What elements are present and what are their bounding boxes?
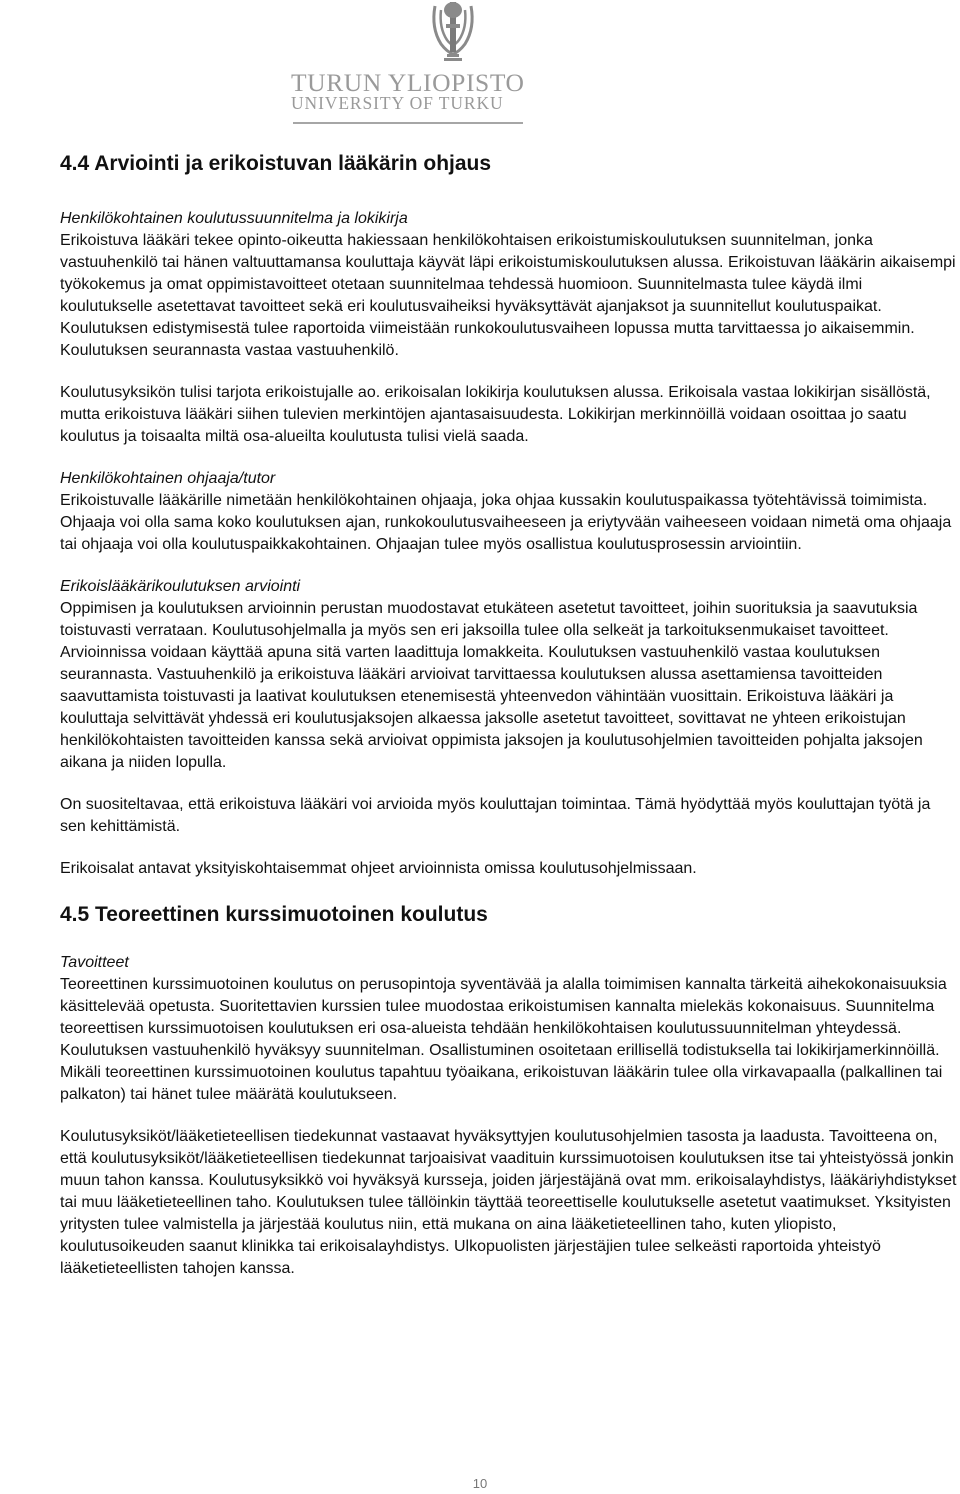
document-body	[60, 149, 958, 1300]
logo-text-finnish: TURUN YLIOPISTO	[291, 68, 525, 97]
page-number: 10	[472, 1476, 488, 1491]
paragraph: Erikoistuvalle lääkärille nimetään henkilökohtainen ohjaaja, joka ohjaa kussakin koulutuspaikassa työtehtävissä toimimista. Ohjaaja voi olla sama koko koulutuksen ajan, runkokoulutusvaiheeseen ja eriytyvään vaiheeseen voidaan nimetä oma ohjaaja tai ohjaaja voi olla koulutuspaikkakohtainen. Ohjaajan tulee myös osallistua koulutusprosessin arviointiin.	[60, 492, 952, 553]
subheading: Erikoislääkärikoulutuksen arviointi	[60, 578, 301, 595]
subheading: Henkilökohtainen ohjaaja/tutor	[60, 470, 276, 487]
section-title: 4.5 Teoreettinen kurssimuotoinen koulutus	[60, 903, 488, 926]
paragraph: On suositeltavaa, että erikoistuva lääkäri voi arvioida myös kouluttajan toimintaa. Tämä hyödyttää myös kouluttajan työtä ja sen kehittämistä.	[60, 796, 931, 835]
paragraph: Koulutusyksiköt/lääketieteellisen tiedekunnat vastaavat hyväksyttyjen koulutusohjelmien tasosta ja laadusta. Tavoitteena on, että koulutusyksiköt/lääketieteellisen tiedekunnat tarjoaisivat vaadituin kurssimuotoisen koulutuksen itse tai yhteistyössä jonkin muun tahon kanssa. Koulutusyksikkö voi hyväksyä kursseja, joiden järjestäjänä ovat mm. erikoisalayhdistys, lääkäriyhdistykset tai muu lääketieteellinen taho. Koulutuksen tulee tällöinkin täyttää teoreettiselle koulutukselle asetetut vaatimukset. Yksityisten yritysten tulee valmistella ja järjestää koulutus niin, että mukana on aina lääketieteellinen taho, kuten yliopisto, koulutusoikeuden saanut klinikka tai erikoisalayhdistys. Ulkopuolisten järjestäjien tulee selkeästi raportoida yhteistyö lääketieteellisten tahojen kanssa.	[60, 1128, 957, 1277]
paragraph: Erikoistuva lääkäri tekee opinto-oikeutta hakiessaan henkilökohtaisen erikoistumiskoulutuksen suunnitelman, jonka vastuuhenkilö tai hänen valtuuttamansa kouluttaja käyvät läpi erikoistumiskoulutuksen alussa. Erikoistuvan lääkärin aikaisempi työkokemus ja omat oppimistavoitteet otetaan suunnitelmaa tehdessä huomioon. Suunnitelmasta tulee käydä ilmi koulutukselle asetettavat tavoitteet sekä eri koulutusvaiheiksi hyväksyttävät ajanjaksot ja suunnitellut koulutuspaikat. Koulutuksen edistymisestä tulee raportoida viimeistään runkokoulutusvaiheen lopussa mutta tarvittaessa jo aikaisemmin. Koulutuksen seurannasta vastaa vastuuhenkilö.	[60, 232, 956, 359]
header-divider	[293, 122, 523, 124]
paragraph: Erikoisalat antavat yksityiskohtaisemmat ohjeet arvioinnista omissa koulutusohjelmissaan.	[60, 860, 697, 877]
section-title: 4.4 Arviointi ja erikoistuvan lääkärin ohjaus	[60, 152, 492, 175]
university-seal-icon	[427, 0, 479, 62]
subheading: Tavoitteet	[60, 954, 129, 971]
subheading: Henkilökohtainen koulutussuunnitelma ja lokikirja	[60, 210, 408, 227]
logo-text-english: UNIVERSITY OF TURKU	[291, 93, 504, 113]
paragraph: Teoreettinen kurssimuotoinen koulutus on perusopintoja syventävää ja alalla toimimisen kannalta tärkeitä aihekokonaisuuksia käsittelevää opetusta. Suoritettavien kurssien tulee muodostaa erikoistumisen kannalta mielekäs kokonaisuus. Suunnitelma teoreettisen kurssimuotoisen koulutuksen eri osa-alueista tehdään henkilökohtaisen koulutussuunnitelman yhteydessä. Koulutuksen vastuuhenkilö hyväksyy suunnitelman. Osallistuminen osoitetaan erillisellä todistuksella tai lokikirjamerkinnöillä. Mikäli teoreettinen kurssimuotoinen koulutus tapahtuu työaikana, erikoistuvan lääkärin tulee olla virkavapaalla (palkallinen tai palkaton) tai hänet tulee määrätä koulutukseen.	[60, 976, 947, 1103]
paragraph: Koulutusyksikön tulisi tarjota erikoistujalle ao. erikoisalan lokikirja koulutuksen alussa. Erikoisala vastaa lokikirjan sisällöstä, mutta erikoistuva lääkäri siihen tulevien merkintöjen ajantasaisuudesta. Lokikirjan merkinnöillä voidaan osoittaa jo saatu koulutus ja toisaalta miltä osa-alueilta koulutusta tulisi vielä saada.	[60, 384, 931, 445]
university-logo	[286, 0, 531, 128]
paragraph: Oppimisen ja koulutuksen arvioinnin perustan muodostavat etukäteen asetetut tavoitteet, joihin suorituksia ja saavutuksia toistuvasti verrataan. Koulutusohjelmalla ja myös sen eri jaksoilla tulee olla selkeät ja tarkoituksenmukaiset tavoitteet. Arvioinnissa voidaan käyttää apuna sitä varten laadittuja lomakkeita. Koulutuksen vastuuhenkilö vastaa koulutuksen seurannasta. Vastuuhenkilö ja erikoistuva lääkäri arvioivat tarvittaessa koulutuksen alussa asettamiensa tavoitteiden saavuttamista toistuvasti ja laativat koulutuksen etenemisestä yhteenvedon vähintään vuosittain. Erikoistuva lääkäri ja kouluttaja selvittävät yhdessä eri koulutusjaksojen alkaessa jaksolle asetetut tavoitteet, sovittavat ne yhteen erikoistujan henkilökohtaisten tavoitteiden kanssa sekä arvioivat oppimista jaksojen ja koulutusohjelmien tavoitteiden pohjalta jaksojen aikana ja niiden lopulla.	[60, 600, 923, 771]
